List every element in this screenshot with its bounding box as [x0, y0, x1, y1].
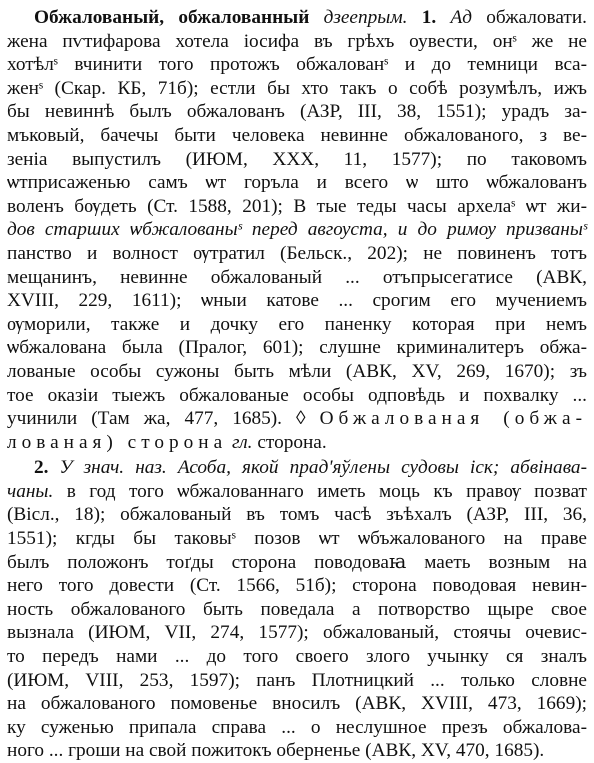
text-line [7, 551, 587, 575]
text-line [7, 171, 587, 195]
entry-sense-1 [7, 6, 587, 454]
text-line [7, 195, 587, 219]
text-line [7, 480, 587, 504]
text-run: то передъ нами ... до того своего злого учынку ся зналъ [7, 646, 587, 668]
text-line [7, 503, 587, 527]
text-line [7, 645, 587, 669]
text-run: него того довести (Ст. 1566, 51б); сторона поводовая невин- [7, 575, 587, 597]
text-run: ку суженью припала справа ... о неслушное презъ обжалова- [7, 716, 587, 738]
text-line [7, 124, 587, 148]
entry-sense-2 [7, 456, 587, 763]
text-run: ного ... гроши на свой пожитокъ оберненье (АВК, XV, 470, 1685). [7, 740, 545, 762]
text-run: Ад [436, 7, 472, 28]
text-run: былъ положонъ тоґды сторона поводоваꙗ маеть возным на [7, 551, 587, 573]
text-run: мещанинъ, невинне обжалованый ... отъпрысегатисе (АВК, [7, 266, 587, 288]
headword: 2. [34, 457, 49, 479]
text-line [7, 360, 587, 384]
text-line [7, 739, 587, 763]
text-run: У знач. наз. Асоба, якой прад'яўлены судовы іск; абвінава- [48, 457, 587, 479]
text-line [7, 289, 587, 313]
text-line [7, 6, 587, 30]
text-line [7, 77, 587, 101]
text-run: панство и волност ѹтратил (Бельск., 202); не повиненъ тотъ [7, 242, 587, 264]
text-run: ѡтприсаженью самъ ѡт горъла и всего ѡ што ѡбжалованъ [7, 172, 587, 194]
text-run: бы невиннѣ былъ обжалованъ (АЗР, III, 38, 1551); урадъ за- [7, 101, 587, 123]
headword: Обжалованый, обжалованный [34, 7, 310, 28]
text-line [7, 669, 587, 693]
text-line [7, 692, 587, 716]
text-run: сторона. [252, 431, 327, 453]
text-run: мъковый, бачечы быти человека невинне обжалованого, з ве- [7, 124, 587, 146]
text-line [7, 100, 587, 124]
text-line [7, 30, 587, 54]
text-line [7, 621, 587, 645]
text-run: учинили (Там жа, 477, 1685). ◊ [7, 408, 320, 430]
spaced-phrase: Обжалованая (обжа- [319, 408, 587, 430]
text-run: тое оказіи тыежъ обжалованые особы одповѣдь и похвалку ... [7, 384, 587, 406]
text-line [7, 148, 587, 172]
text-line [7, 218, 587, 242]
text-run: ѹморили, также и дочку его паненку которая при немъ [7, 313, 587, 335]
text-line [7, 266, 587, 290]
text-run: в год того ѡбжалованнаго иметь моць къ правѹ позват [53, 480, 587, 502]
text-run: жена пѵтифарова хотела іосифа въ грѣхъ оувести, онˢ же не [7, 30, 587, 52]
text-run: 1551); кгды бы таковыˢ позов ѡт ѡбъжалованого на праве [7, 528, 587, 550]
text-run: ность обжалованого быть поведала а потворство щыре свое [7, 598, 587, 620]
spaced-phrase: лованая) [7, 431, 128, 453]
text-run: вызнала (ИЮМ, VII, 274, 1577); обжалованый, стоячы очевис- [7, 622, 587, 644]
text-run: хотѣлˢ вчинити того протожъ обжалованˢ и до темници всa- [7, 54, 587, 76]
text-run: (Вісл., 18); обжалованый въ томъ часѣ зъѣхалъ (АЗР, III, 36, [7, 504, 587, 526]
text-line [7, 313, 587, 337]
text-line [7, 716, 587, 740]
text-run: женˢ (Скар. КБ, 71б); естли бы хто такъ о собѣ розумѣлъ, ижъ [7, 77, 587, 99]
text-run: XVIII, 229, 1611); ѡныи катове ... срогим его мучениемъ [7, 290, 587, 312]
text-line [7, 242, 587, 266]
text-run: зеніа выпустилъ (ИЮМ, XXX, 11, 1577); по таковомъ [7, 148, 587, 170]
text-line [7, 407, 587, 431]
headword: 1. [421, 7, 437, 28]
text-line [7, 431, 587, 455]
text-line [7, 598, 587, 622]
text-line [7, 527, 587, 551]
text-run: чаны. [7, 480, 54, 502]
text-line [7, 456, 587, 480]
text-run: обжаловати. [471, 7, 587, 28]
text-run: (ИЮМ, VIII, 253, 1597); панъ Плотницкий ... только словне [7, 669, 587, 691]
text-run: дзеепрым. [309, 7, 422, 28]
text-run: лованые особы сужоны быть мѣли (АВК, XV, 269, 1670); зъ [7, 360, 587, 382]
text-line [7, 53, 587, 77]
text-line [7, 384, 587, 408]
text-line [7, 336, 587, 360]
text-run: воленъ бѹдеть (Ст. 1588, 201); В тые теды часы архелаˢ ѡт жи- [7, 195, 587, 217]
spaced-phrase: сторона [127, 431, 228, 453]
text-run: гл. [227, 431, 253, 453]
text-run: ѡбжалована была (Пралог, 601); слушне криминалитеръ обжа- [7, 337, 587, 359]
text-run: на обжалованого помовенье вносилъ (АВК, XVIII, 473, 1669); [7, 693, 587, 715]
text-line [7, 574, 587, 598]
text-run: дов старших ѡбжалованыˢ перед авгѹста, и до римѹ призваныˢ [7, 219, 587, 241]
